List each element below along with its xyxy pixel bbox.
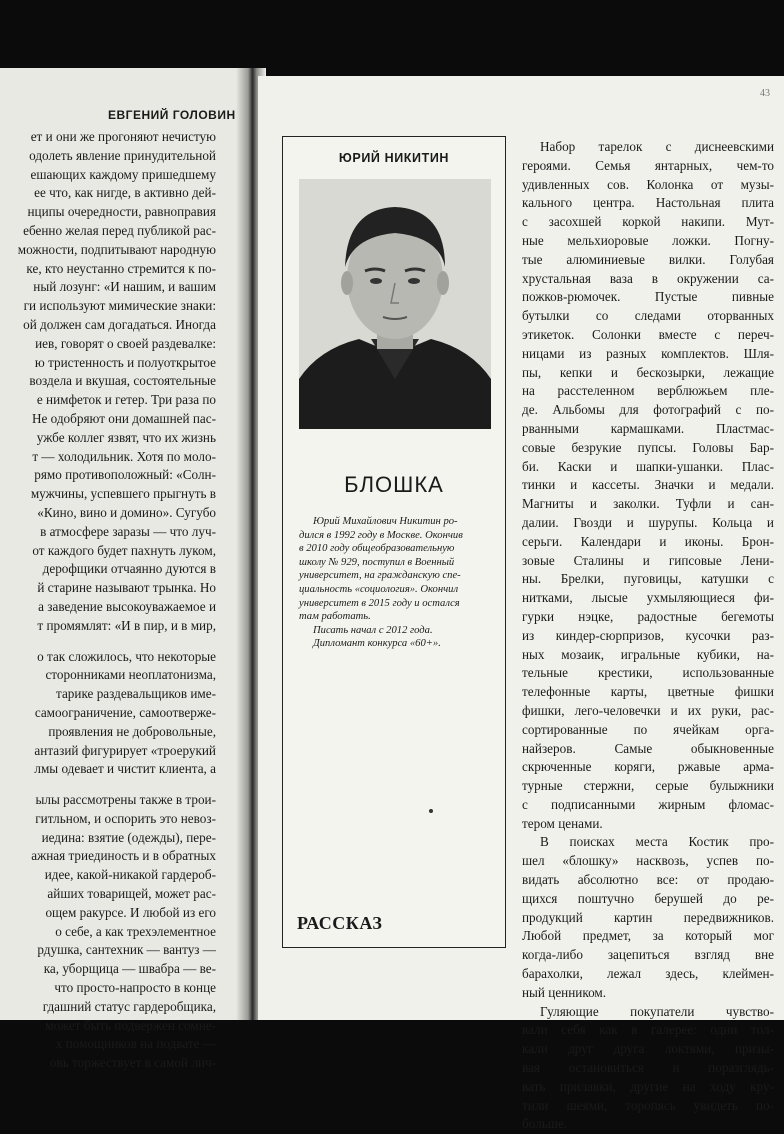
right-page — [258, 76, 784, 1132]
text-line: видать абсолютно все: от продаю- — [522, 872, 774, 888]
text-line: от каждого будет пахнуть луком, — [32, 542, 216, 558]
left-page — [0, 68, 248, 1071]
text-line: тили шеями, торопясь увидеть по- — [522, 1097, 774, 1113]
text-line: щихся поштучно берушей до ре- — [522, 890, 774, 906]
text-line: ка, уборщица — швабра — ве- — [43, 961, 216, 977]
bullet-dot — [429, 809, 433, 813]
text-line: что просто-напросто в конце — [54, 980, 216, 996]
portrait-image — [299, 179, 491, 429]
page-number: 43 — [760, 88, 770, 99]
text-line: ебенно желая перед публикой рас- — [23, 222, 216, 238]
text-line: иев, говорят о своей раздевалке: — [35, 335, 216, 351]
text-line: больше. — [522, 1116, 568, 1132]
left-page-text — [0, 128, 216, 1073]
text-line: ой должен сам догадаться. Иногда — [23, 316, 216, 332]
genre-label: РАССКАЗ — [297, 913, 383, 933]
text-line — [0, 779, 216, 791]
text-line: найзеров. Самые обыкновенные — [522, 740, 774, 756]
bio-line: университет, на гражданскую спе- — [299, 570, 461, 582]
text-line: воздела и вкушая, состоятельные — [29, 373, 216, 389]
text-line: кали друг друга локтями, призы- — [522, 1041, 774, 1057]
author-bio — [299, 515, 493, 651]
text-line: рямо противоположный: «Солн- — [34, 467, 216, 483]
text-line: ке, кто неустанно стремится к по- — [26, 260, 216, 276]
story-text — [522, 138, 774, 1134]
text-line: а заведение высокоуважаемое и — [38, 598, 216, 614]
text-line: фишки, лего-человечки и их руки, рас- — [522, 702, 774, 718]
text-line: х помощников на подвате — — [55, 1036, 216, 1052]
text-line: де. Альбомы для фотографий с по- — [522, 402, 774, 418]
text-line: героями. Семья янтарных, чем-то — [522, 157, 774, 173]
author-photo — [299, 179, 491, 429]
bio-line: Дипломант конкурса «60+». — [313, 638, 441, 650]
text-line: гитльном, и оспорить это невоз- — [35, 810, 216, 826]
text-line: этикеток. Солонки вместе с переч- — [522, 326, 774, 342]
text-line: барахолки, лежал здесь, клеймен- — [522, 966, 774, 982]
text-line: удивленных сов. Колонка от музы- — [522, 176, 774, 192]
text-line: вали себя как в галерее: одни тол- — [522, 1022, 774, 1038]
bio-line: Писать начал с 2012 года. — [313, 624, 433, 636]
text-line: Не одобряют они домашней пас- — [31, 410, 216, 426]
text-line: зовые Сталины и гипсовые Лени- — [522, 552, 774, 568]
text-line: из киндер-сюрпризов, кусочки раз- — [522, 627, 774, 643]
text-line: кального центра. Настольная плита — [522, 195, 774, 211]
author-name: ЮРИЙ НИКИТИН — [338, 151, 450, 165]
text-line: ее что, как нигде, в активно дей- — [34, 185, 216, 201]
text-line: продукций картин передвижников. — [522, 909, 774, 925]
bio-line: дился в 1992 году в Москве. Окончив — [299, 529, 463, 541]
story-title: БЛОШКА — [344, 472, 444, 497]
text-line: ажная триединость и в обратных — [31, 848, 216, 864]
bio-line: циальность «социология». Окончил — [299, 583, 459, 595]
text-line: ные мельхиоровые ложки. Погну- — [522, 232, 774, 248]
text-line: ощем ракурсе. И любой из его — [45, 904, 216, 920]
text-line: ешающих каждому пришедшему — [30, 166, 216, 182]
text-line: нципы очередности, равноправия — [27, 204, 216, 220]
text-line: й старине называют трынка. Но — [37, 580, 216, 596]
text-line: самоограничение, самоотверже- — [34, 704, 216, 720]
text-line: ны. Брелки, пуговицы, катушки с — [522, 571, 774, 587]
bio-line: в 2010 году общеобразовательную — [299, 543, 455, 555]
text-line: тером ценами. — [522, 815, 603, 831]
text-line: пы, кепки и бескозырки, лежащие — [522, 364, 774, 380]
text-line: идее, какой-никакой гардероб- — [44, 867, 216, 883]
text-line: далии. Гвозди и шурупы. Кольца и — [522, 514, 774, 530]
text-line: бутылки со следами оторванных — [522, 308, 774, 324]
text-line: ги используют мимические знаки: — [23, 298, 216, 314]
text-line: проявления не добровольные, — [48, 723, 216, 739]
text-line: нитками, лысые ухмыляющиеся фи- — [522, 590, 774, 606]
text-line: когда-либо зацепиться взгляд вне — [522, 947, 774, 963]
text-line: совые безрукие пупсы. Головы Бар- — [522, 439, 774, 455]
text-line: о так сложилось, что некоторые — [37, 648, 216, 664]
text-line: в атмосфере заразы — что луч- — [40, 523, 216, 539]
text-line: В поисках места Костик про- — [540, 834, 774, 850]
text-line: ных мозаик, игральные кубики, на- — [522, 646, 774, 662]
text-line — [0, 636, 216, 648]
running-header: ЕВГЕНИЙ ГОЛОВИН — [108, 108, 236, 122]
text-line: может быть подвержен сомне- — [45, 1017, 216, 1033]
text-line: сторонниками неоплатонизма, — [45, 667, 216, 683]
text-line: т промямлят: «И в пир, и в мир, — [37, 617, 216, 633]
text-line: би. Каски и шапки-ушанки. Плас- — [522, 458, 774, 474]
text-line: антазий фигурирует «троерукий — [34, 742, 216, 758]
text-line: дерофщики отчаянно дуются в — [42, 561, 216, 577]
text-line: Любой предмет, за который мог — [522, 928, 774, 944]
text-line: с засохшей коркой накипи. Мут- — [522, 214, 774, 230]
text-line: гурки нэцке, радостные бегемоты — [522, 608, 774, 624]
text-line: лмы одевает и чистит клиента, а — [34, 761, 216, 777]
bio-line: университет в 2015 году и остался — [299, 597, 460, 609]
text-line: с подписанными жирным фломас- — [522, 796, 774, 812]
text-line: Набор тарелок с диснеевскими — [540, 139, 774, 154]
text-line: о себе, а как трехэлементное — [55, 923, 216, 939]
text-line: тые алюминиевые вилки. Голубая — [522, 251, 774, 267]
text-line: тельные крестики, использованные — [522, 665, 774, 681]
text-line: тинки и кассеты. Значки и медали. — [522, 477, 774, 493]
text-line: телефонные карты, цветные фишки — [522, 684, 774, 700]
bio-line: школу № 929, поступил в Военный — [299, 556, 455, 568]
text-line: ный ценником. — [522, 984, 607, 1000]
text-line: на расстеленном верблюжьем пле- — [522, 383, 774, 399]
text-line: «Кино, вино и домино». Сугубо — [37, 504, 216, 520]
text-line: пожков-рюмочек. Пустые пивные — [522, 289, 774, 305]
text-line: ный лозунг: «И нашим, и вашим — [33, 279, 216, 295]
text-line: рванными кармашками. Пластмас- — [522, 420, 774, 436]
text-line: мужчины, успевшего прыгнуть в — [30, 486, 216, 502]
text-line: т — холодильник. Хотя по моло- — [32, 448, 216, 464]
text-line: ет и они же прогоняют нечистую — [30, 129, 216, 144]
text-line: рдушка, сантехник — вантуз — — [37, 942, 216, 958]
text-line: иедина: взятие (одежды), пере- — [41, 829, 216, 845]
bio-line: Юрий Михайлович Никитин ро- — [313, 516, 458, 527]
text-line: Гуляющие покупатели чувство- — [540, 1003, 774, 1019]
text-line: ницами из разных комплектов. Шля- — [522, 345, 774, 361]
text-line: айших товарищей, может рас- — [47, 886, 216, 902]
bio-line: там работать. — [299, 611, 371, 623]
text-line: одолеть явление принудительной — [29, 147, 216, 163]
text-line: шел «блошку» насквозь, успев по- — [522, 853, 774, 869]
text-line: вая остановиться и поразглядь- — [522, 1060, 774, 1076]
text-line: скрюченные коряги, ржавые арма- — [522, 759, 774, 775]
text-line: овь торжествует в самой лич- — [49, 1055, 216, 1071]
text-line: серьги. Календари и иконы. Брон- — [522, 533, 774, 549]
text-line: тарике раздевальщиков име- — [56, 686, 216, 702]
text-line: вать прилавки, другие на ходу кру- — [522, 1078, 774, 1094]
text-line: можности, подпитывают народную — [17, 241, 216, 257]
text-line: хрустальная ваза в окружении са- — [522, 270, 774, 286]
author-box — [282, 136, 506, 948]
text-line: ылы рассмотрены также в трои- — [35, 792, 216, 808]
text-line: турные стержни, серые булыжники — [522, 778, 774, 794]
text-line: ю тристенность и полуоткрытое — [34, 354, 216, 370]
text-line: Магниты и заколки. Туфли и сан- — [522, 496, 774, 512]
text-line: е нимфеток и гетер. Три раза по — [36, 392, 216, 408]
text-line: гдашний статус гардеробщика, — [42, 998, 216, 1014]
text-line: ужбе коллег язвят, что их жизнь — [36, 429, 216, 445]
text-line: сортированные по ячейкам орга- — [522, 721, 774, 737]
